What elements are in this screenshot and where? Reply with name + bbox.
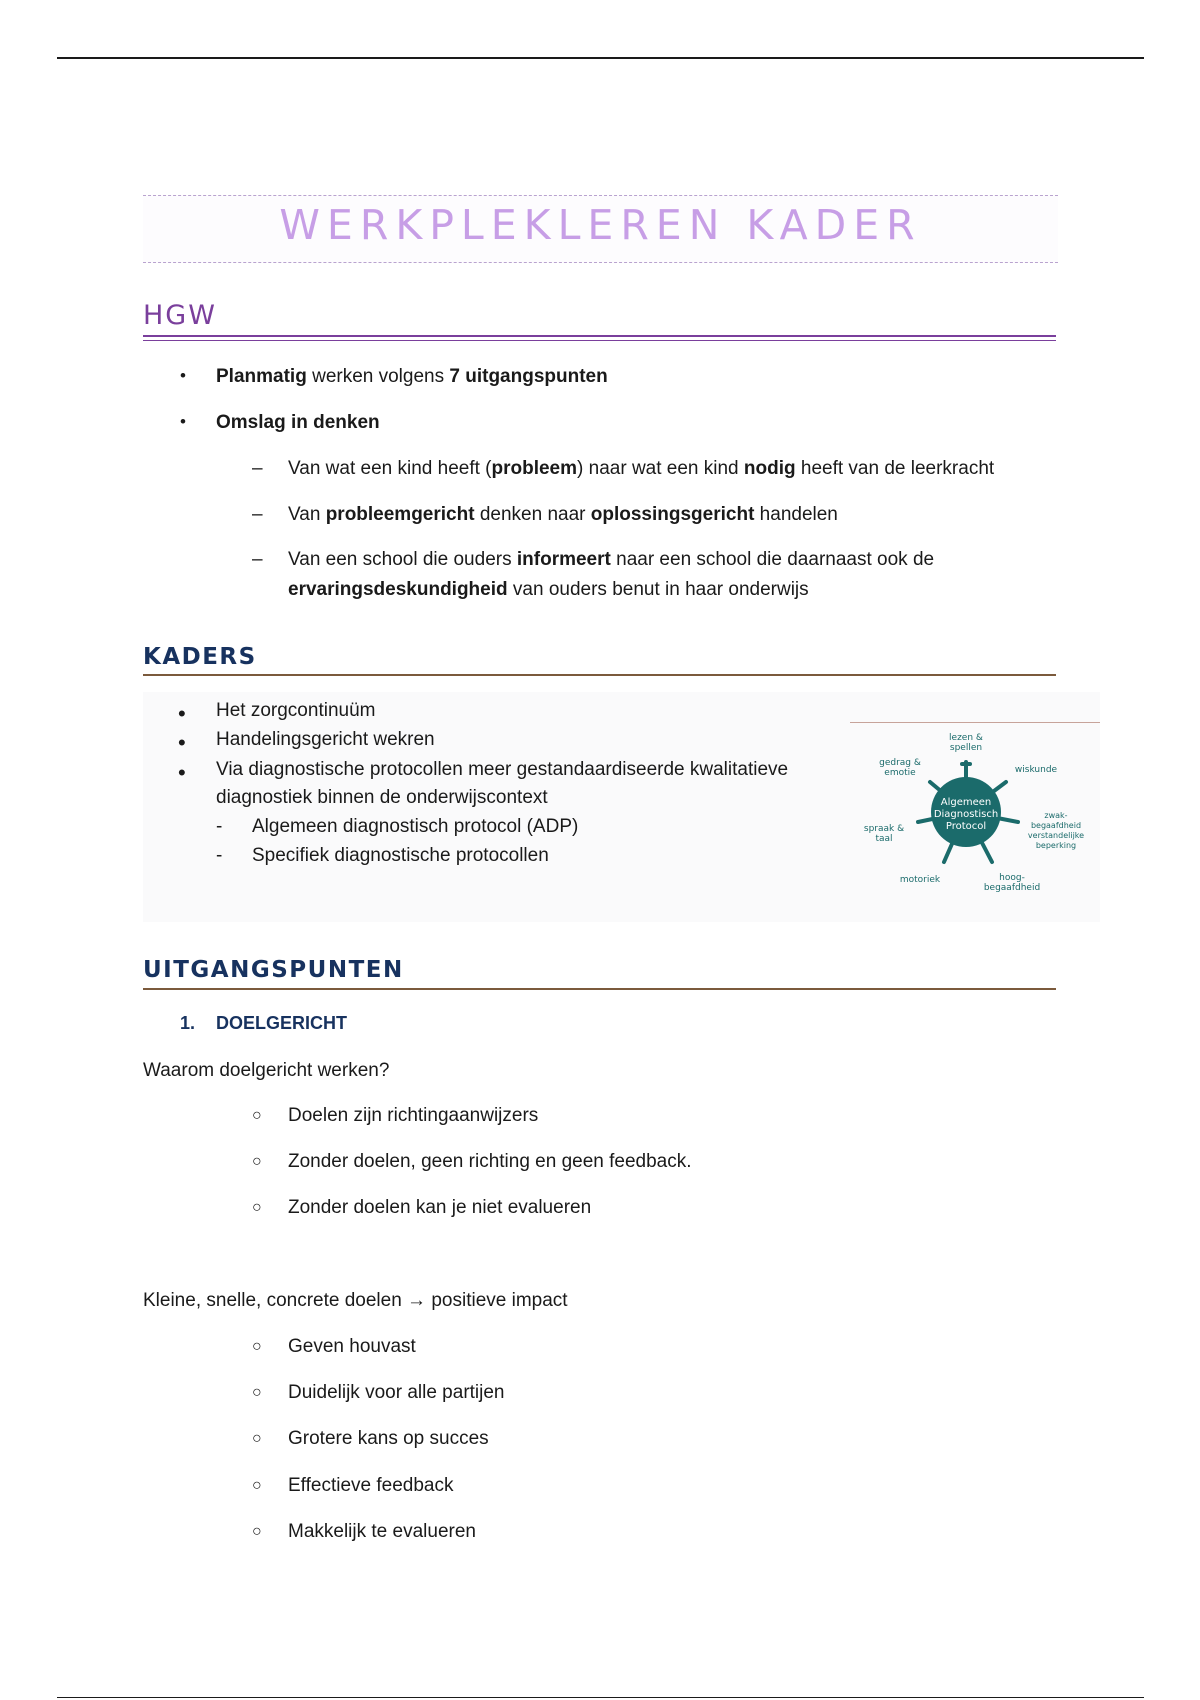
impact-1: Geven houvast (288, 1336, 416, 1357)
hgw-dash-2: Van probleemgericht denken naar oplossingsgericht handelen (288, 504, 838, 525)
heading-hgw: HGW (143, 300, 217, 331)
bullet-icon: • (178, 701, 186, 726)
label-wiskunde: wiskunde (1014, 765, 1058, 775)
kaders-bullet-1: Het zorgcontinuüm (216, 700, 376, 721)
label-zwak-1: zwak- (1044, 811, 1068, 820)
circle-bullet-icon: ○ (252, 1430, 262, 1447)
impact-2: Duidelijk voor alle partijen (288, 1382, 505, 1403)
label-hoog-2: begaafdheid (983, 883, 1041, 893)
label-hoog-1: hoog- (999, 873, 1025, 883)
page-title: WERKPLEKLEREN KADER (279, 201, 922, 249)
label-lezen-2: spellen (949, 743, 983, 753)
hgw-bullet-1: Planmatig werken volgens 7 uitgangspunten (216, 366, 608, 387)
impact-5: Makkelijk te evalueren (288, 1521, 476, 1542)
dash-icon: – (252, 549, 263, 570)
circle-bullet-icon: ○ (252, 1199, 262, 1216)
label-gedrag-1: gedrag & (879, 758, 921, 768)
label-spraak-2: taal (875, 834, 893, 844)
circle-bullet-icon: ○ (252, 1153, 262, 1170)
adp-diagram-svg (850, 722, 1102, 902)
subheading-title: DOELGERICHT (216, 1013, 348, 1033)
title-box (143, 195, 1058, 263)
label-zwak-3: verstandelijke (1027, 831, 1085, 840)
label-motoriek: motoriek (899, 875, 941, 885)
reason-2: Zonder doelen, geen richting en geen feedback. (288, 1151, 692, 1172)
impact-3: Grotere kans op succes (288, 1428, 489, 1449)
heading-uitgangspunten: UITGANGSPUNTEN (143, 957, 404, 983)
kaders-bullet-3: Via diagnostische protocollen meer gestandaardiseerde kwalitatieve (216, 759, 789, 780)
kaders-sub-2: Specifiek diagnostische protocollen (252, 845, 549, 866)
subheading-number: 1. (180, 1013, 196, 1033)
hgw-bullet-2: Omslag in denken (216, 412, 380, 433)
heading-hgw-rule-2 (143, 340, 1056, 341)
impact-4: Effectieve feedback (288, 1475, 454, 1496)
circle-bullet-icon: ○ (252, 1384, 262, 1401)
center-label-3: Protocol (945, 821, 987, 832)
center-label-1: Algemeen (940, 797, 992, 808)
reason-1: Doelen zijn richtingaanwijzers (288, 1105, 539, 1126)
bullet-icon: • (180, 366, 186, 385)
circle-bullet-icon: ○ (252, 1338, 262, 1355)
label-gedrag-2: emotie (884, 768, 916, 778)
center-label-2: Diagnostisch (933, 809, 999, 820)
bullet-icon: • (178, 730, 186, 755)
hgw-dash-3b: ervaringsdeskundigheid van ouders benut in haar onderwijs (288, 579, 809, 600)
heading-kaders: KADERS (143, 644, 257, 670)
hgw-dash-1: Van wat een kind heeft (probleem) naar wat een kind nodig heeft van de leerkracht (288, 458, 995, 479)
hgw-dash-3a: Van een school die ouders informeert naar een school die daarnaast ook de (288, 549, 935, 570)
circle-bullet-icon: ○ (252, 1477, 262, 1494)
page-bottom-rule (57, 1697, 1144, 1698)
dash-icon: – (252, 458, 263, 479)
label-lezen-1: lezen & (949, 733, 983, 743)
dash-icon: - (216, 816, 223, 837)
label-zwak-2: begaafdheid (1030, 821, 1082, 830)
label-zwak-4: beperking (1035, 841, 1077, 850)
circle-bullet-icon: ○ (252, 1107, 262, 1124)
adp-diagram (850, 722, 1102, 902)
kaders-sub-1: Algemeen diagnostisch protocol (ADP) (252, 816, 579, 837)
bullet-icon: • (178, 760, 186, 785)
circle-bullet-icon: ○ (252, 1523, 262, 1540)
doelgericht-question: Waarom doelgericht werken? (143, 1060, 390, 1081)
dash-icon: – (252, 504, 263, 525)
kaders-bullet-2: Handelingsgericht wekren (216, 729, 435, 750)
kaders-bullet-3-cont: diagnostiek binnen de onderwijscontext (216, 787, 548, 808)
heading-hgw-rule (143, 335, 1056, 337)
page-top-rule (57, 57, 1144, 59)
impact-line: Kleine, snelle, concrete doelen → positieve impact (143, 1290, 568, 1311)
reason-3: Zonder doelen kan je niet evalueren (288, 1197, 592, 1218)
heading-uitgangspunten-rule (143, 988, 1056, 990)
heading-kaders-rule (143, 674, 1056, 676)
label-spraak-1: spraak & (863, 824, 905, 834)
bullet-icon: • (180, 412, 186, 431)
dash-icon: - (216, 845, 223, 866)
